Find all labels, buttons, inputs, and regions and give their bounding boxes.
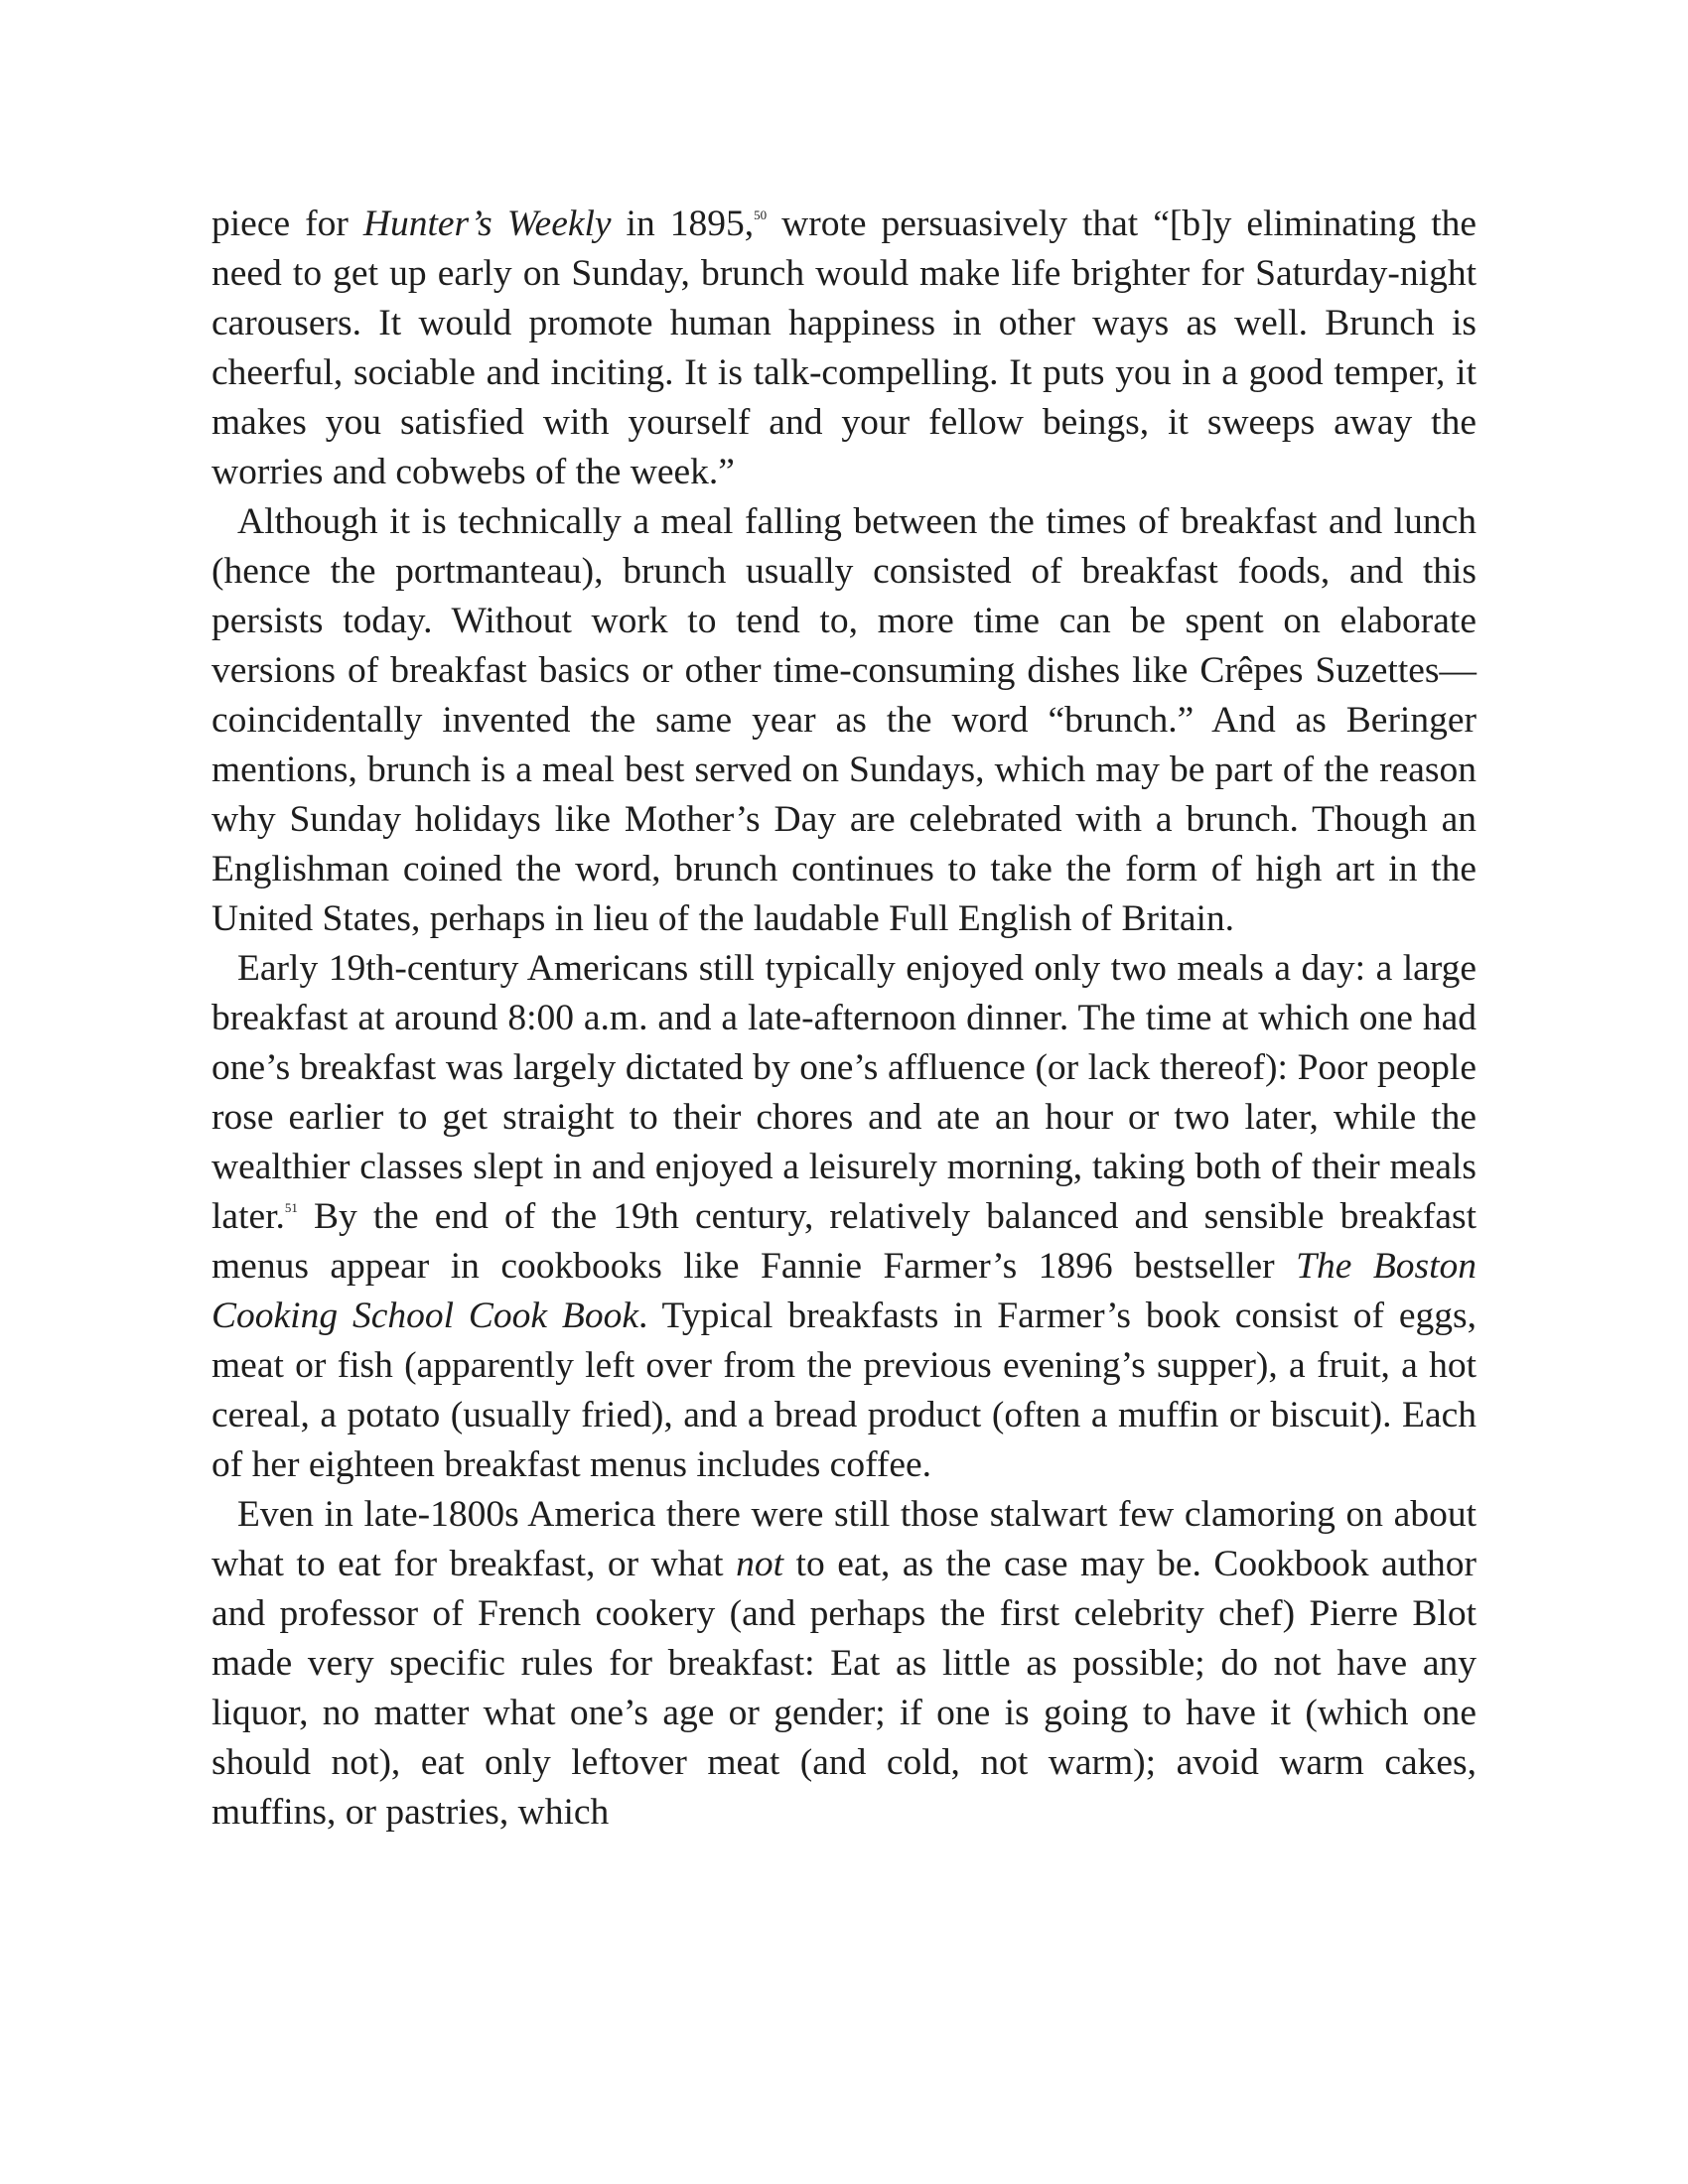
text-run: in 1895, xyxy=(611,204,755,244)
text-run: By the end of the 19th century, relatively balanced and sensible breakfast menus appear in cookbooks like Fannie Farmer’s 1896 bestseller xyxy=(211,1196,1477,1287)
paragraph-brunch-quote xyxy=(211,200,1477,497)
text-run: to eat, as the case may be. Cookbook author and professor of French cookery (and perhaps the first celebrity chef) Pierre Blot made very specific rules for breakfast: Eat as little as possible; do not have any liquor, no matter what one’s age or gender; if one is going to have it (which one should not), eat only leftover meat (and cold, not warm); avoid warm cakes, muffins, or pastries, which xyxy=(211,1544,1477,1833)
text-run: piece for xyxy=(211,204,363,244)
text-run: wrote persuasively that “[b]y eliminating the need to get up early on Sunday, brunch would make life brighter for Saturday-night carousers. It would promote human happiness in other ways as well. Brunch is cheerful, sociable and inciting. It is talk-compelling. It puts you in a good temper, it makes you satisfied with yourself and your fellow beings, it sweeps away the worries and cobwebs of the week.” xyxy=(211,204,1477,492)
paragraph-brunch-history xyxy=(211,497,1477,944)
paragraph-breakfast-rules xyxy=(211,1490,1477,1838)
text-run: . Typical breakfasts in Farmer’s book consist of eggs, meat or fish (apparently left over from the previous evening’s supper), a fruit, a hot cereal, a potato (usually fried), and a bread product (often a muffin or biscuit). Each of her eighteen breakfast menus includes coffee. xyxy=(211,1296,1477,1485)
italic-emphasis: not xyxy=(736,1544,784,1584)
footnote-marker[interactable]: 51 xyxy=(284,1200,298,1215)
italic-title: Hunter’s Weekly xyxy=(362,204,612,244)
text-run: Early 19th-century Americans still typically enjoyed only two meals a day: a large breakfast at around 8:00 a.m. and a late-afternoon dinner. The time at which one had one’s breakfast was largely dictated by one’s affluence (or lack thereof): Poor people rose earlier to get straight to their chores and ate an hour or two later, while the wealthier classes slept in and enjoyed a leisurely morning, taking both of their meals later. xyxy=(211,948,1477,1237)
paragraph-american-meals xyxy=(211,944,1477,1490)
footnote-marker[interactable]: 50 xyxy=(754,207,768,222)
italic-title: The Boston Cooking School Cook Book xyxy=(211,1246,1477,1336)
page-body xyxy=(211,200,1477,1838)
text-run: Even in late-1800s America there were still those stalwart few clamoring on about what to eat for breakfast, or what xyxy=(211,1494,1477,1584)
text-run: Although it is technically a meal falling between the times of breakfast and lunch (hence the portmanteau), brunch usually consisted of breakfast foods, and this persists today. Without work to tend to, more time can be spent on elaborate versions of breakfast basics or other time-consuming dishes like Crêpes Suzettes—coincidentally invented the same year as the word “brunch.” And as Beringer mentions, brunch is a meal best served on Sundays, which may be part of the reason why Sunday holidays like Mother’s Day are celebrated with a brunch. Though an Englishman coined the word, brunch continues to take the form of high art in the United States, perhaps in lieu of the laudable Full English of Britain. xyxy=(211,501,1477,939)
